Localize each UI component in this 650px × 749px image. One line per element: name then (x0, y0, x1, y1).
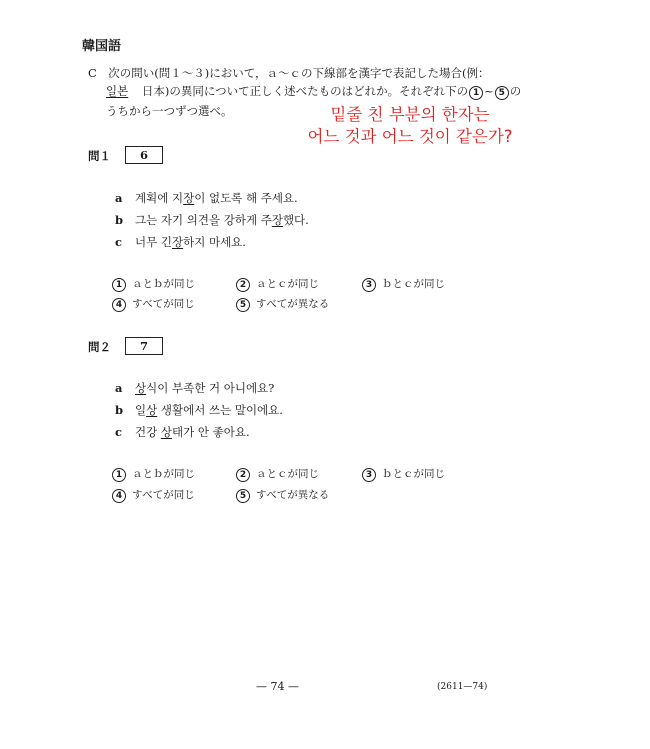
choice-text: ａとｃが同じ (256, 278, 319, 290)
instruction-text: )の異同について正しく述べたものはどれか。それぞれ下の (164, 84, 469, 98)
item-text: 그는 자기 의견을 강하게 주 (135, 213, 272, 227)
q2-choice-2 (236, 466, 319, 482)
question-2-item-a (115, 380, 274, 396)
item-text: 생활에서 쓰는 말이에요. (157, 403, 283, 417)
choice-number: 3 (362, 278, 376, 292)
instruction-line-3: うちから一つずつ選べ。 (106, 104, 233, 118)
item-text: 일 (135, 403, 147, 417)
item-text: 계획에 지 (135, 191, 184, 205)
item-text: 했다. (282, 213, 309, 227)
choice-text: ａとｂが同じ (132, 468, 195, 480)
question-1-item-c (115, 234, 246, 250)
choice-text: ｂとｃが同じ (382, 468, 445, 480)
instruction-text: の (509, 84, 522, 98)
item-text: 식이 부족한 거 아니에요? (146, 381, 275, 395)
underlined-syllable: 상 (160, 425, 172, 439)
item-text: 건강 (135, 425, 161, 439)
item-text: 너무 긴 (135, 235, 172, 249)
range-to-number: 5 (495, 86, 509, 100)
item-text: 태가 안 좋아요. (171, 425, 250, 439)
q2-choice-5 (236, 487, 329, 503)
choice-text: すべてが異なる (256, 489, 330, 501)
question-2-item-b (115, 402, 283, 418)
item-key: a (115, 381, 123, 395)
annotation-line-1: 밑줄 친 부분의 한자는 (330, 105, 490, 124)
choice-text: すべてが同じ (132, 489, 195, 501)
instruction-line-1 (88, 64, 490, 82)
choice-number: 4 (112, 489, 126, 503)
item-key: c (115, 235, 123, 249)
handwritten-annotation (300, 104, 520, 148)
choice-text: ａとｂが同じ (132, 278, 195, 290)
item-text: 이 없도록 해 주세요. (194, 191, 298, 205)
q1-choice-1 (112, 276, 195, 292)
underlined-syllable: 상 (146, 403, 158, 417)
question-1-answer-box: 6 (125, 146, 163, 164)
choice-number: 4 (112, 298, 126, 312)
question-1-item-b (115, 212, 309, 228)
choice-number: 1 (112, 468, 126, 482)
example-korean: 일본 (106, 84, 129, 98)
q1-choice-3 (362, 276, 445, 292)
instruction-line-2: 일본 日本)の異同について正しく述べたものはどれか。それぞれ下の 1 ~ 5 の (106, 84, 522, 98)
question-2-label: 問２ (88, 340, 111, 354)
item-key: a (115, 191, 123, 205)
question-2-answer-box: 7 (125, 337, 163, 355)
choice-number: 5 (236, 489, 250, 503)
exam-code: (2611—74) (437, 682, 488, 692)
range-from-number: 1 (469, 86, 483, 100)
underlined-syllable: 장 (183, 191, 195, 205)
choice-text: すべてが同じ (132, 298, 195, 310)
choice-number: 3 (362, 468, 376, 482)
underlined-syllable: 장 (171, 235, 184, 249)
question-1-item-a (115, 190, 298, 206)
choice-number: 2 (236, 468, 250, 482)
item-key: b (115, 403, 124, 417)
page-number: — 74 — (256, 680, 299, 693)
underlined-syllable: 상 (135, 381, 147, 395)
subject-title: 韓国語 (82, 39, 122, 54)
item-text: 하지 마세요. (183, 235, 246, 249)
choice-number: 1 (112, 278, 126, 292)
item-key: b (115, 213, 124, 227)
question-1-label: 問１ (88, 149, 111, 163)
question-2-item-c (115, 424, 250, 440)
q1-choice-2 (236, 276, 319, 292)
q1-choice-4 (112, 296, 195, 312)
annotation-line-2: 어느 것과 어느 것이 같은가? (307, 127, 513, 146)
q2-choice-1 (112, 466, 195, 482)
q2-choice-4 (112, 487, 195, 503)
instruction-text: C 次の問い(問１～３)において，ａ～ｃの下線部を漢字で表記した場合(例： (88, 66, 490, 80)
choice-text: すべてが異なる (256, 298, 330, 310)
choice-number: 2 (236, 278, 250, 292)
example-kanji: 日本 (141, 84, 165, 98)
item-key: c (115, 425, 123, 439)
choice-text: ａとｃが同じ (256, 468, 319, 480)
q2-choice-3 (362, 466, 445, 482)
underlined-syllable: 장 (271, 213, 283, 227)
choice-number: 5 (236, 298, 250, 312)
choice-text: ｂとｃが同じ (382, 278, 445, 290)
q1-choice-5 (236, 296, 329, 312)
